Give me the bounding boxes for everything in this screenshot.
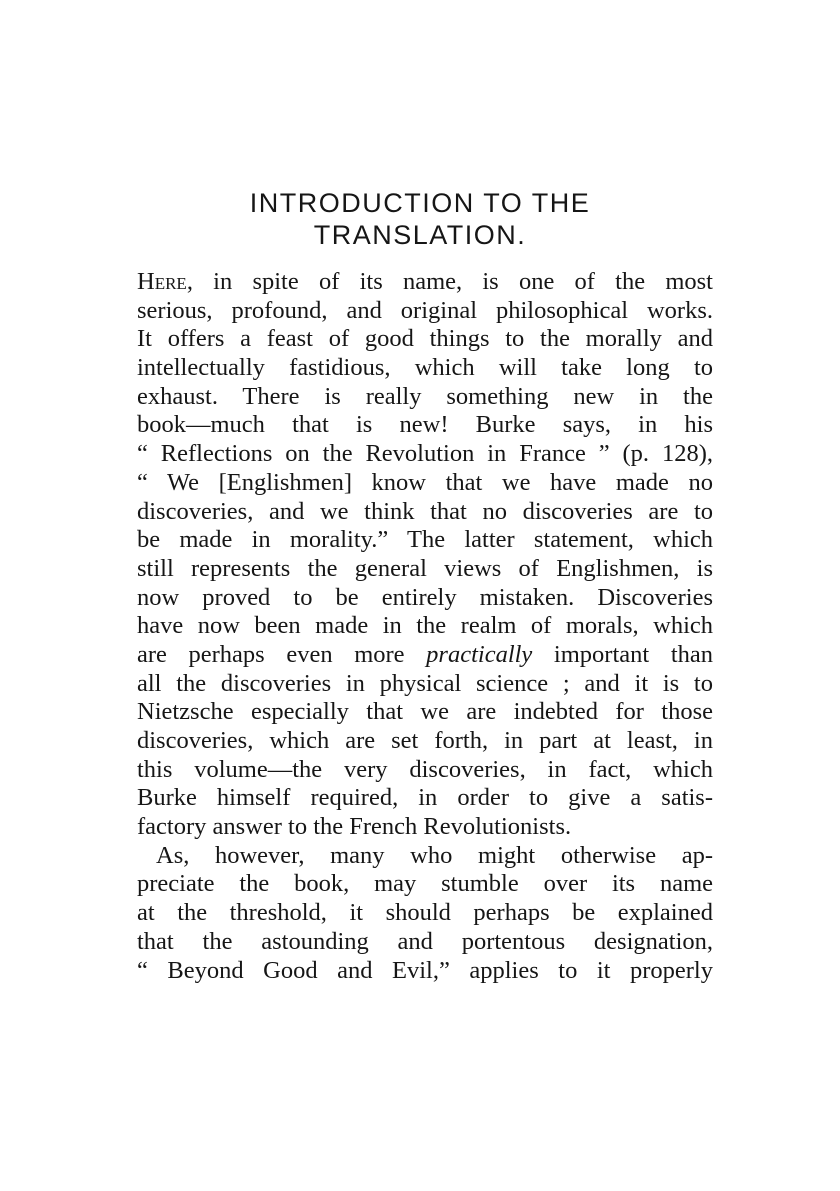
text-line: Here, in spite of its name, is one of the most	[137, 268, 713, 295]
text-line: book—much that is new! Burke says, in his	[137, 411, 713, 439]
text-line: “ Beyond Good and Evil,” applies to it properly	[137, 956, 713, 984]
text-line: “ Reflections on the Revolution in France ” (p. 128),	[137, 440, 713, 468]
text-line: discoveries, which are set forth, in part at least, in	[137, 727, 713, 754]
text-line: Burke himself required, in order to give a satis-	[137, 784, 713, 812]
text-line: discoveries, and we think that no discoveries are to	[137, 497, 713, 525]
text-line: are perhaps even more practically important than	[137, 640, 713, 668]
text-line: Nietzsche especially that we are indebted for those	[137, 698, 713, 726]
text-line: preciate the book, may stumble over its name	[137, 870, 713, 898]
italic-emphasis: practically	[426, 640, 533, 668]
text-line: this volume—the very discoveries, in fact, which	[137, 755, 713, 783]
text-line: still represents the general views of Englishmen, is	[137, 554, 713, 582]
chapter-title-line-1: INTRODUCTION TO THE	[249, 188, 591, 218]
body-text	[137, 268, 713, 985]
text-line: intellectually fastidious, which will take long to	[137, 354, 713, 382]
text-line: It offers a feast of good things to the morally and	[137, 325, 713, 353]
text-line: “ We [Englishmen] know that we have made no	[137, 468, 713, 496]
text-line: all the discoveries in physical science ; and it is to	[137, 669, 713, 697]
text-line: have now been made in the realm of morals, which	[137, 612, 713, 640]
text-line: exhaust. There is really something new in the	[137, 382, 713, 410]
text-line: that the astounding and portentous designation,	[137, 927, 713, 955]
drop-word: Here	[137, 268, 187, 295]
text-line: be made in morality.” The latter statement, which	[137, 526, 713, 554]
text-line: at the threshold, it should perhaps be explained	[137, 899, 713, 927]
text-line: As, however, many who might otherwise ap-	[156, 841, 713, 869]
text-line: serious, profound, and original philosophical works.	[137, 296, 713, 324]
chapter-title-line-2: TRANSLATION.	[313, 220, 527, 250]
text-line: factory answer to the French Revolutionists.	[137, 813, 572, 841]
text-line: now proved to be entirely mistaken. Discoveries	[137, 583, 713, 611]
